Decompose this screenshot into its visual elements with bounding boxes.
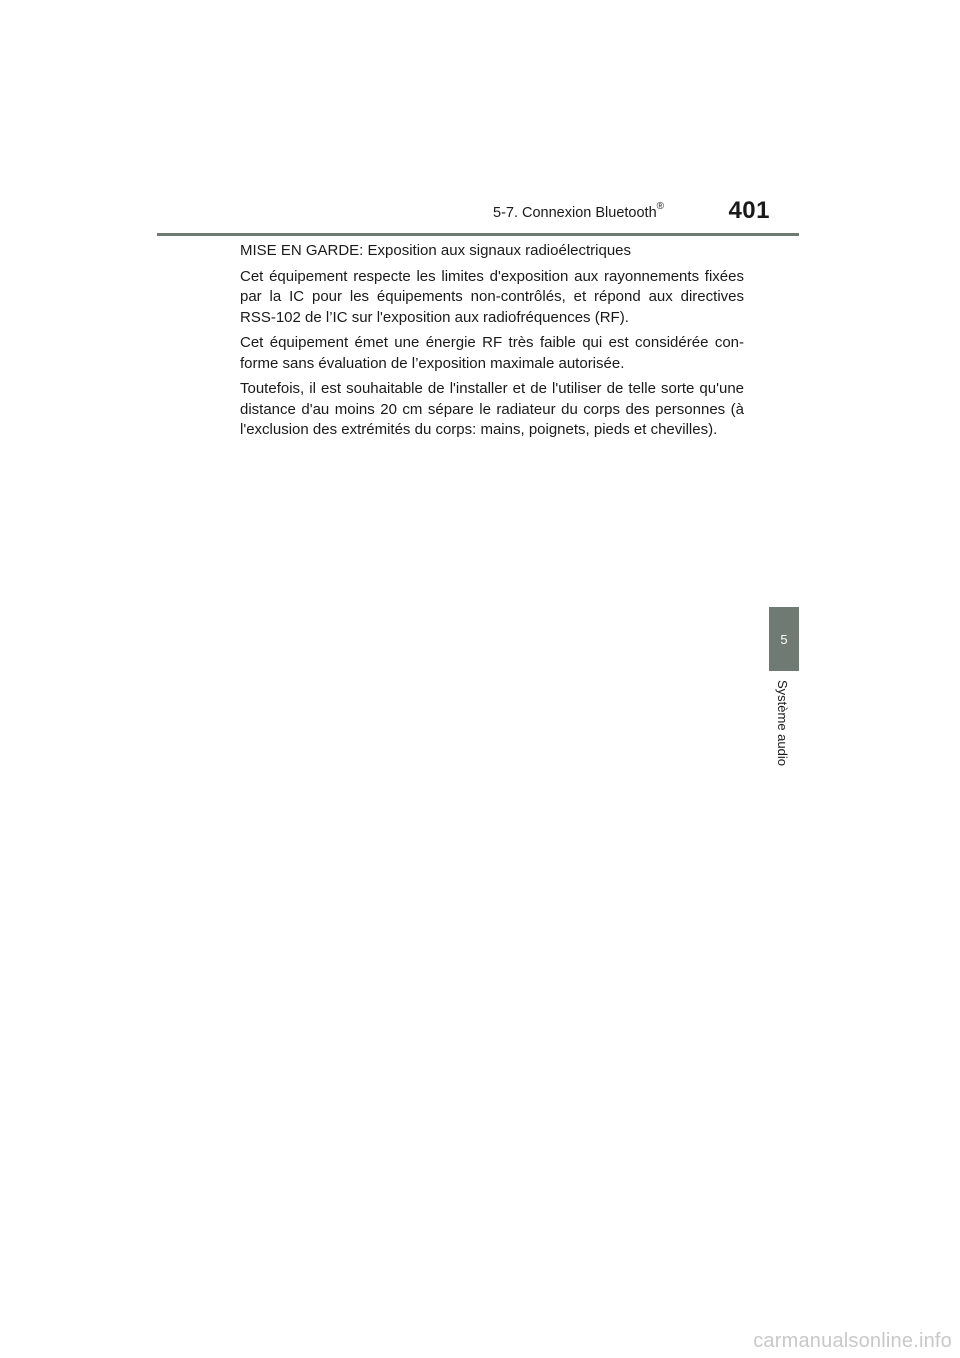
watermark: carmanualsonline.info	[753, 1330, 952, 1352]
header-divider	[157, 233, 799, 236]
warning-heading: MISE EN GARDE: Exposition aux signaux radioélectriques	[240, 242, 632, 259]
paragraph-installation-distance: Toutefois, il est souhaitable de l'installer et de l'utiliser de telle sorte qu'une distance d'au moins 20 cm sépare le radiateur du corps des personnes (à l'exclusion des extrémités du corps: mains, poignets, pieds et chevilles).	[240, 380, 744, 438]
chapter-tab	[769, 607, 799, 671]
page-number: 401	[728, 197, 770, 224]
paragraph-exposure-limits: Cet équipement respecte les limites d'exposition aux rayonnements fixées par la IC pour les équipements non-contrôlés, et répond aux directives RSS-102 de l’IC sur l'exposition aux radiofréquences (RF).	[240, 267, 744, 326]
registered-mark: ®	[656, 201, 665, 212]
chapter-title: Système audio	[775, 680, 790, 766]
chapter-number: 5	[780, 631, 788, 647]
chapter-label	[774, 680, 794, 780]
paragraph-rf-energy: Cet équipement émet une énergie RF très faible qui est considérée con-forme sans évaluation de l’exposition maximale autorisée.	[240, 334, 744, 372]
section-title-text: 5-7. Connexion Bluetooth	[493, 204, 657, 221]
page-content	[240, 241, 744, 446]
section-title	[493, 203, 664, 221]
